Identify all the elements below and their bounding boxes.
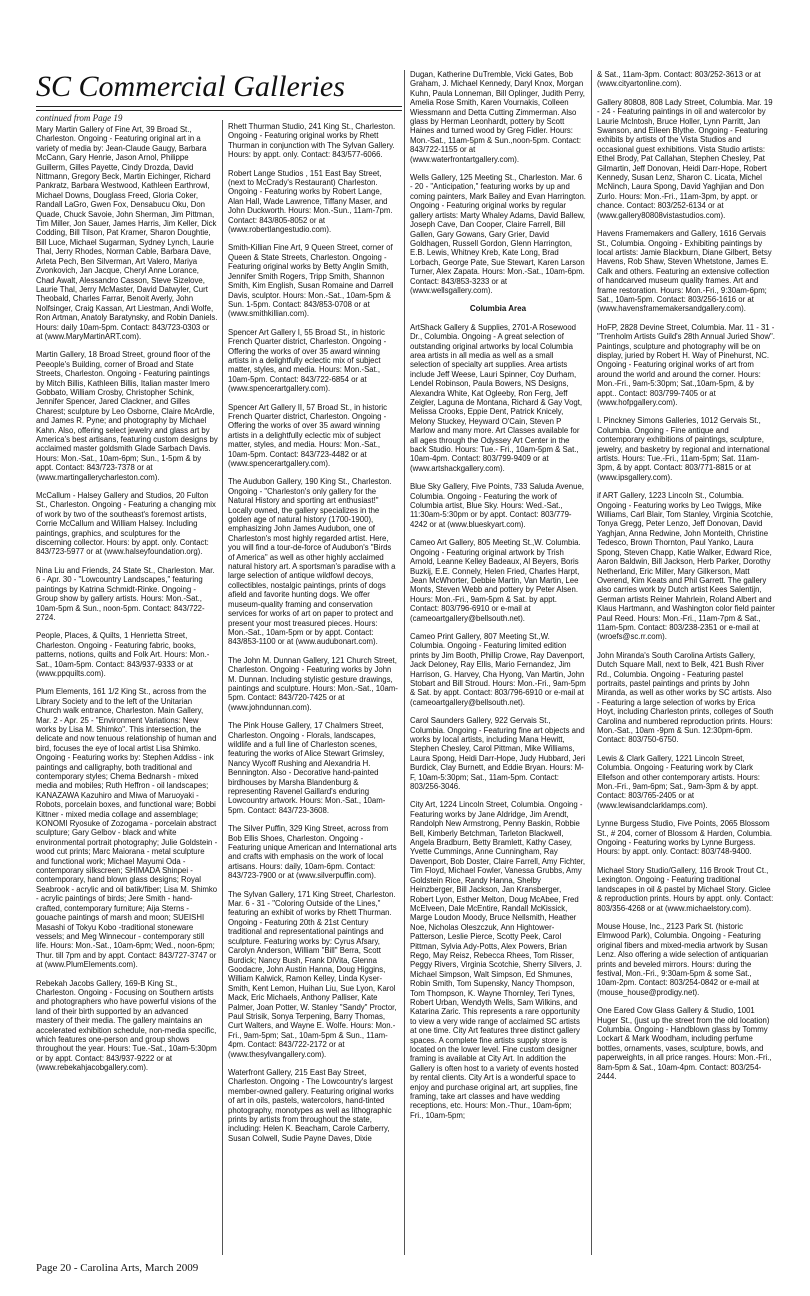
gallery-listing: The Sylvan Gallery, 171 King Street, Charleston. Mar. 6 - 31 - "Coloring Outside of the Lines," featuring an exhibit of works by Rhett Thurman. Ongoing - Featuring 20th & 21st Century traditional and representational paintings and sculpture. Featuring works by: Cyrus Afsary, Carolyn Anderson, William "Bill" Berra, Scott Burdick; Nancy Bush, Frank DiVita, Glenna Goodacre, John Austin Hanna, Doug Higgins, William Kalwick, Ramon Kelley, Linda Kyser-Smith, Kent Lemon, Huihan Liu, Sue Lyon, Karol Mack, Eric Michaels, Anthony Palliser, Kate Palmer, Joan Potter, W. Stanley "Sandy" Proctor, Paul Strisik, Sonya Terpening, Barry Thomas, Curt Walters, and Wayne E. Wolfe. Hours: Mon.-Fri., 9am-5pm; Sat., 10am-5pm & Sun., 11am-4pm. Contact: 843/722-2172 or at (www.thesylvangallery.com). bbox=[228, 889, 397, 1059]
gallery-listing: Cameo Art Gallery, 805 Meeting St.,W. Columbia. Ongoing - Featuring original artwork by Trish Arnold, Leanne Kelley Badeaux, Al Beyers, Boris Buzkij, E.E. Connely, Helen Fried, Charles Harpt, Jean McWhorter, Debbie Martin, Van Martin, Lee Monts, Steven Webb and pottery by Peter Alsen. Hours: Mon.-Fri., 9am-5pm & Sat. by appt. Contact: 803/796-6910 or e-mail at (cameoartgallery@bellsouth.net). bbox=[410, 538, 581, 623]
listing-column-2 bbox=[228, 122, 398, 1255]
gallery-listing: Nina Liu and Friends, 24 State St., Charleston. Mar. 6 - Apr. 30 - "Lowcountry Landscapes," featuring paintings by Katrina Schmidt-Rinke. Ongoing - Group show by gallery artists. Hours: Mon.-Sat., 10am-5pm & Sun., noon-5pm. Contact: 843/722-2724. bbox=[36, 565, 215, 622]
page-footer: Page 20 - Carolina Arts, March 2009 bbox=[36, 1262, 199, 1274]
continued-note: continued from Page 19 bbox=[36, 113, 123, 123]
masthead-rule bbox=[36, 106, 402, 107]
gallery-listing: if ART Gallery, 1223 Lincoln St., Columbia. Ongoing - Featuring works by Leo Twiggs, Mike Williams, Carl Blair, Tom Stanley, Virginia Scotchie, Tonya Gregg, Peter Lenzo, Jeff Donovan, David Yaghjan, Anna Redwine, John Monteith, Christine Tedesco, Brown Thornton, Paul Yanko, Laura Spong, Steven Chapp, Katie Walker, Edward Rice, Aaron Baldwin, Bill Jackson, Herb Parker, Dorothy Netherland, Eric Miller, Mary Gilkerson, Matt Overend, Kim Keats and Phil Garrett. The gallery also carries work by Dutch artist Kees Salentijn, German artists Reiner Mahrlein, Roland Albert and Klaus Hartmann, and Washington color field painter Paul Reed. Hours: Mon.-Fri., 11am-7pm & Sat., 11am-5pm. Contact: 803/238-2351 or e-mail at (wroefs@sc.rr.com). bbox=[597, 491, 775, 642]
gallery-listing: The Pink House Gallery, 17 Chalmers Street, Charleston. Ongoing - Florals, landscapes, wildlife and a full line of Charleston scenes, featuring the works of Alice Stewart Grimsley, Nancy Wycoff Rushing and Alexandria H. Bennington. Also - Decorative hand-painted birdhouses by Marsha Blandenburg & representing Ravenel Gaillard's enduring Lowcountry artwork. Hours: Mon.-Sat., 10am-5pm. Contact: 843/723-3608. bbox=[228, 721, 386, 815]
gallery-listing: The Silver Puffin, 329 King Street, across from Bob Ellis Shoes, Charleston. Ongoing - Featuring unique American and International arts and crafts with emphasis on the work of local artisans. Hours: daily, 10am-6pm. Contact: 843/723-7900 or at (www.silverpuffin.com). bbox=[228, 824, 397, 881]
gallery-listing: HoFP, 2828 Devine Street, Columbia. Mar. 11 - 31 - "Trenholm Artists Guild's 28th Annual Juried Show". Paintings, sculpture and photography will be on display, juried by Robert H. Way of Pinehurst, NC. Ongoing - Featuring original works of art from around the world and around the corner. Hours: Mon.-Fri., 9am-5:30pm; Sat.,10am-5pm, & by appt.. Contact: 803/799-7405 or at (www.hofpgallery.com). bbox=[597, 322, 775, 407]
gallery-listing: Cameo Print Gallery, 807 Meeting St.,W. Columbia. Ongoing - Featuring limited edition prints by Jim Booth, Phillip Crowe, Ray Davenport, Jack Deloney, Ray Ellis, Mario Fernandez, Jim Harrison, G. Harvey, Cha Hyong, Van Martin, John Stobart and Bill Stroud. Hours: Mon.-Fri., 9am-5pm & Sat. by appt. Contact: 803/796-6910 or e-mail at (cameoartgallery@bellsouth.net). bbox=[410, 631, 586, 707]
gallery-listing: Gallery 80808, 808 Lady Street, Columbia. Mar. 19 - 24 - Featuring paintings in oil and watercolor by Laurie McIntosh, Bruce Holler, Lynn Parritt, Jan Swanson, and Eileen Blythe. Ongoing - Featuring exhibits by artists of the Vista Studios and occasional guest exhibitions. Vista Studio artists: Ethel Brody, Pat Callahan, Stephen Chesley, Pat Gilmartin, Jeff Donovan, Heidi Darr-Hope, Robert Kennedy, Susan Lenz, Sharon C. Licata, Michel McNinch, Laura Spong, David Yaghjian and Don Zurlo. Hours: Mon.-Fri., 11am-3pm, by appt. or chance. Contact: 803/252-6134 or at (www.gallery80808vistastudios.com). bbox=[597, 97, 773, 220]
gallery-listing: One Eared Cow Glass Gallery & Studio, 1001 Huger St., (just up the street from the old location) Columbia. Ongoing - Handblown glass by Tommy Lockart & Mark Woodham, including perfume bottles, ornaments, vases, sculpture, bowls, and paperweights, in all price ranges. Hours: Mon.-Fri., 8am-5pm & Sat., 10am-4pm. Contact: 803/254-2444. bbox=[597, 1006, 772, 1081]
gallery-listing: John Miranda's South Carolina Artists Gallery, Dutch Square Mall, next to Belk, 421 Bush River Rd., Columbia. Ongoing - Featuring pastel portraits, pastel paintings and prints by John Miranda, as well as other works by SC artists. Also - Featuring a large selection of works by Erica Hoyt, including Charleston prints, colleges of South Carolina and numbered reproduction prints. Hours: Mon.-Sat., 10am -9pm & Sun. 12:30pm-6pm. Contact: 803/750-6750. bbox=[597, 650, 774, 745]
gallery-listing: Mary Martin Gallery of Fine Art, 39 Broad St., Charleston. Ongoing - Featuring original art in a variety of media by: Jean-Claude Gaugy, Barbara McCann, Gary Henrie, Jason Arnol, Philippe Guillerm, Gilles Payette, Cindy Drozda, David Nittmann, Gregory Beck, Martin Eichinger, Richard Pankratz, Barbara Westwood, Kathleen Earthrowl, Michael Downs, Douglass Freed, Gloria Coker, Randall LaGro, Gwen Fox, Densabucu Oku, Don Quade, Chuck Savoie, John Sherman, Jim Pittman, Tim Miller, Jon Sauer, James Harris, Jim Keller, Dick Codding, Bill Tilson, Pat Kramer, Sharon Doughtie, Bill Luce, Michael Sugarman, Sydney Lynch, Laurie Thal, Jerry Rhodes, Norman Cable, Barbara Dave, Arleta Pech, Ben Silverman, Art Valero, Mariya Zvonkovich, Jan Jacque, Cheryl Anne Lorance, Chad Awalt, Alessandro Casson, Steve Sizelove, Laurie Thal, Jerry McMaster, David Datwyler, Curt Theobald, Charles Farrar, Benoit Averly, John Nolfsinger, Craig Kassan, Art Liestman, Andi Wolfe, Ron Artman, Anatoly Baratynsky, and Robin Daniels. Hours: daily 10am-5pm. Contact: 843/723-0303 or at (www.MaryMartinART.com). bbox=[36, 125, 218, 341]
gallery-listing: ArtShack Gallery & Supplies, 2701-A Rosewood Dr., Columbia. Ongoing - A great selection of outstanding original artworks by local Columbia area artists in all media as well as a small selection of specialty art supplies. Area artists include Jeff Weese, Lauri Spinner, Coy Durham, Lendel Robinson, Paula Bowers, NS Designs, Alexandra White, Kat Ogleeby, Ron Ferg, Jeff Zeigler, Laguna de Montana, Richard & Gay Vogt, Melissa Crooks, Eppie Dent, Patrick Knicely, Melony Stuckey, Heyward O'Cain, Steven P Marlow and many more. Art Classes available for all ages through the Odyssey Art Center in the back Studio. Hours: Tue.- Fri., 10am-5pm & Sat., 10am-4pm. Contact: 803/799-9409 or at (www.artshackgallery.com). bbox=[410, 322, 583, 473]
listing-column-4 bbox=[597, 70, 775, 1255]
section-masthead: SC Commercial Galleries bbox=[36, 70, 345, 103]
column-divider bbox=[591, 70, 592, 1255]
listing-column-1 bbox=[36, 125, 218, 1255]
gallery-listing: Spencer Art Gallery II, 57 Broad St., in historic French Quarter district, Charleston. Ongoing - Offering the works of over 35 award winning artists in a delightfully eclectic mix of subject matter, styles, and media. Hours: Mon.-Sat., 10am-5pm. Contact: 843/723-4482 or at (www.spencerartgallery.com). bbox=[228, 402, 388, 468]
gallery-listing: Martin Gallery, 18 Broad Street, ground floor of the Peeople's Building, corner of Broad and State Streets, Charleston. Ongoing - Featuring paintings by Mitch Billis, Kathleen Billis, Italian master Imero Gobbato, William Crosby, Christopher Schink, Jennifer Spencer, Jared Clackner, and Gilles Charest; sculpture by Leo Osborne, Claire McArdle, and James R. Pyne; and photography by Michael Kahn. Also, offering select jewelry and glass art by America's best artisans, featuring custom designs by acclaimed master goldsmith Glade Sarbach Davis. Hours: Mon.-Sat., 10am-6pm; Sun., 1-5pm & by appt. Contact: 843/723-7378 or at (www.martingallerycharleston.com). bbox=[36, 350, 218, 482]
listing-column-3 bbox=[410, 70, 586, 1255]
gallery-listing: Wells Gallery, 125 Meeting St., Charleston. Mar. 6 - 20 - "Anticipation," featuring works by up and coming painters, Mark Bailey and Evan Harrington. Ongoing - Featuring original works by regular gallery artists: Marty Whaley Adams, David Ballew, Joseph Cave, Dan Cooper, Claire Farrell, Bill Gallen, Gary Gowans, Gary Grier, David Goldhagen, Russell Gordon, Glenn Harrington, E.B. Lewis, Whitney Kreb, Kate Long, Brad Lorbach, George Pate, Sue Stewart, Karen Larson Turner, Alex Zapata. Hours: Mon.-Sat., 10am-6pm. Contact: 843/853-3233 or at (www.wellsgallery.com). bbox=[410, 173, 586, 295]
gallery-listing: & Sat., 11am-3pm. Contact: 803/252-3613 or at (www.cityartonline.com). bbox=[597, 70, 761, 89]
gallery-listing: Carol Saunders Gallery, 922 Gervais St., Columbia. Ongoing - Featuring fine art objects and works by local artists, including Mana Hewitt, Stephen Chesley, Carol Pittman, Mike Williams, Laura Spong, Heidi Darr-Hope, Judy Hubbard, Jeri Burdick, Clay Burnett, and Eddie Bryan. Hours: M-F, 10am-5:30pm; Sat., 11am-5pm. Contact: 803/256-3046. bbox=[410, 716, 586, 792]
gallery-listing: The John M. Dunnan Gallery, 121 Church Street, Charleston. Ongoing - Featuring works by John M. Dunnan. Including stylistic gesture drawings, paintings and sculpture. Hours: Mon.-Sat., 10am-5pm. Contact: 843/720-7425 or at (www.johndunnan.com). bbox=[228, 655, 398, 712]
column-divider bbox=[404, 70, 405, 1255]
gallery-listing: Dugan, Katherine DuTremble, Vicki Gates, Bob Graham, J. Michael Kennedy, Daryl Knox, Morgan Kuhn, Paula Lonneman, Bill Oplinger, Judith Perry, Amelia Rose Smith, Karen Vournakis, Colleen Wiessmann and Detta Cutting Zimmerman. Also glass by Herman Leonhardt, pottery by Scott Haines and turned wood by Greg Fidler. Hours: Mon.-Sat., 11am-5pm & Sun.,noon-5pm. Contact: 843/722-1155 or at (www.waterfrontartgallery.com). bbox=[410, 70, 585, 164]
gallery-listing: Robert Lange Studios , 151 East Bay Street, (next to McCrady's Restaurant) Charleston. Ongoing - Featuring works by Robert Lange, Alan Hall, Wade Lawrence, Tiffany Maser, and John Duckworth. Hours: Mon.-Sun., 11am-7pm. Contact: 843/805-8052 or at (www.robertlangestudio.com). bbox=[228, 168, 393, 235]
gallery-listing: Lewis & Clark Gallery, 1221 Lincoln Street, Columbia. Ongoing - Featuring work by Clark Ellefson and other contemporary artists. Hours: Mon.-Fri., 9am-6pm; Sat., 9am-3pm & by appt. Contact: 803/765-2405 or at (www.lewisandclarklamps.com). bbox=[597, 753, 760, 810]
gallery-listing: Blue Sky Gallery, Five Points, 733 Saluda Avenue, Columbia. Ongoing - Featuring the work of Columbia artist, Blue Sky. Hours: Wed.-Sat., 11:30am-5:30pm or by appt. Contact: 803/779-4242 or at (www.blueskyart.com). bbox=[410, 482, 584, 529]
section-heading-columbia: Columbia Area bbox=[469, 304, 527, 314]
gallery-listing: The Audubon Gallery, 190 King St., Charleston. Ongoing - "Charleston's only gallery for the Natural History and sporting art enthusiast!" Locally owned, the gallery specializes in the golden age of natural history (1700-1900), emphasizing John James Audubon, one of Charleston's most highly regarded artist. Here, you will find a tour-de-force of Audubon's "Birds of America" as well as other highly acclaimed natural history art. A sportsman's paradise with a large selection of antique wildfowl decoys, collectibles, nostalgic paintings, prints of dogs afield and favorite hunting dogs. We offer museum-quality framing and conservation services for works of art on paper to protect and present your most treasured pieces. Hours: Mon.-Sat., 10am-5pm or by appt. Contact: 843/853-1100 or at (www.audubonart.com). bbox=[228, 477, 396, 647]
gallery-listing: Waterfront Gallery, 215 East Bay Street, Charleston. Ongoing - The Lowcountry's largest member-owned gallery. Featuring original works of art in oils, pastels, watercolors, hand-tinted photography, monotypes as well as lithographic prints by artists from throughout the state, including: Helen K. Beacham, Carole Carberry, Susan Colwell, Sudie Payne Daves, Dixie bbox=[228, 1067, 394, 1143]
gallery-listing: I. Pinckney Simons Galleries, 1012 Gervais St., Columbia. Ongoing - Fine antique and contemporary exhibitions of paintings, sculpture, jewelry, and basketry by regional and international artists. Hours: Tue.-Fri., 11am-5pm; Sat. 11am-3pm, & by appt. Contact: 803/771-8815 or at (www.ipsgallery.com). bbox=[597, 416, 770, 482]
gallery-listing: Lynne Burgess Studio, Five Points, 2065 Blossom St., # 204, corner of Blossom & Harden, Columbia. Ongoing - Featuring works by Lynne Burgess. Hours: by appt. only. Contact: 803/748-9400. bbox=[597, 819, 773, 857]
gallery-listing: McCallum - Halsey Gallery and Studios, 20 Fulton St., Charleston. Ongoing - Featuring a changing mix of work by two of the southeast's foremost artists, Corrie McCallum and William Halsey. Including paintings, graphics, and sculptures for the discerning collector. Hours: by appt. only. Contact: 843/723-5977 or at (www.halseyfoundation.org). bbox=[36, 491, 216, 557]
gallery-listing: City Art, 1224 Lincoln Street, Columbia. Ongoing - Featuring works by Jane Aldridge, Jim Arendt, Randolph New Armstrong, Penny Baskin, Robbie Bell, Kimberly Betchman, Tarleton Blackwell, Angela Bradburn, Betty Bramlett, Kathy Casey, Yvette Cummings, Anne Cunningham, Ray Davenport, Bob Doster, Claire Farrell, Amy Fichter, Tim Floyd, Michael Fowler, Vanessa Grubbs, Amy Goldstein Rice, Randy Hanna, Shelby Heinzberger, Bill Jackson, Jan Kransberger, Robert Lyon, Esther Melton, Doug McAbee, Fred McElveen, Dale McEntire, Randall McKissick, Marge Loudon Moody, Bruce Nellsmith, Heather Noe, Nicholas Oleszczuk, Ann Hightower-Patterson, Leslie Pierce, Scotty Peek, Carol Pittman, Sylvia Ady-Potts, Alex Powers, Brian Rego, May Reisz, Rebecca Rhees, Tom Risser, Peggy Rivers, Virginia Scotchie, Sherry Silvers, J. Michael Simpson, Walt Simpson, Ed Shmunes, Robin Smith, Tom Supensky, Nancy Thompson, Tom Thompson, K. Wayne Thornley, Teri Tynes, Robert Urban, Wendyth Wells, Sam Wilkins, and Katarina Zaric. This represents a rare opportunity to view a very wide range of acclaimed SC artists at one time. City Art features three distinct gallery spaces. A complete fine artists supply store is located on the lower level. Fine custom designer framing is available at City Art. In addition the Gallery is often host to a variety of events hosted by rental clients. City Art is a wonderful space to enjoy and purchase original art, art supplies, fine framing, take art classes and have wedding receptions, etc. Hours: Mon.-Thur., 10am-6pm; Fri., 10am-5pm; bbox=[410, 800, 586, 1120]
gallery-listing: Havens Framemakers and Gallery, 1616 Gervais St., Columbia. Ongoing - Exhibiting paintings by local artists: Jamie Blackburn, Diane Gilbert, Betsy Havens, Rob Shaw, Steven Whetstone, James E. Calk and others. Featuring an extensive collection of handcarved museum quality frames. Art and frame restoration. Hours: Mon.-Fri., 9:30am-6pm; Sat., 10am-5pm. Contact: 803/256-1616 or at (www.havensframemakersandgallery.com). bbox=[597, 229, 772, 314]
masthead-rule-thin bbox=[36, 110, 402, 111]
gallery-listing: Michael Story Studio/Gallery, 116 Brook Trout Ct., Lexington. Ongoing - Featuring traditional landscapes in oil & pastel by Michael Story. Giclee & reproduction prints. Hours by appt. only. Contact: 803/356-4268 or at (www.michaelstory.com). bbox=[597, 865, 774, 913]
gallery-listing: Smith-Killian Fine Art, 9 Queen Street, corner of Queen & State Streets, Charleston. Ongoing - Featuring original works by Betty Anglin Smith, Jennifer Smith Rogers, Tripp Smith, Shannon Smith, Kim English, Susan Romaine and Darrell Davis, sculptor. Hours: Mon.-Sat., 10am-5pm & Sun. 1-5pm. Contact: 843/853-0708 or at (www.smithkillian.com). bbox=[228, 243, 394, 319]
gallery-listing: Rebekah Jacobs Gallery, 169-B King St., Charleston. Ongoing - Focusing on Southern artists and photographers who have powerful visions of the land of their birth supported by an advanced mastery of their media. The gallery maintains an accelerated exhibition schedule, non-media specific, which features one-person and group shows throughout the year. Hours: Tue.-Sat., 10am-5:30pm or by appt. Contact: 843/937-9222 or at (www.rebekahjacobgallery.com). bbox=[36, 978, 217, 1073]
gallery-listing: Spencer Art Gallery I, 55 Broad St., in historic French Quarter district, Charleston. Ongoing - Offering the works of over 35 award winning artists in a delightfully eclectic mix of subject matter, styles, and media. Hours: Mon.-Sat., 10am-5pm. Contact: 843/722-6854 or at (www.spencerartgallery.com). bbox=[228, 327, 387, 394]
column-divider bbox=[222, 120, 223, 1255]
gallery-listing: Rhett Thurman Studio, 241 King St., Charleston. Ongoing - Featuring original works by Rhett Thurman in conjunction with The Sylvan Gallery. Hours: by appt. only. Contact: 843/577-6066. bbox=[228, 122, 396, 160]
gallery-listing: Mouse House, Inc., 2123 Park St. (historic Elmwood Park), Columbia. Ongoing - Featuring original fibers and mixed-media artwork by Susan Lenz. Also offering a wide selection of antiquarian prints and beveled mirrors. Hours: during the festival, Mon.-Fri., 9:30am-5pm & some Sat., 10am-2pm. Contact: 803/254-0842 or e-mail at (mouse_house@prodigy.net). bbox=[597, 921, 769, 997]
gallery-listing: People, Places, & Quilts, 1 Henrietta Street, Charleston. Ongoing - Featuring fabric, books, patterns, notions, quilts and Folk Art. Hours: Mon.-Sat., 10am-5pm. Contact: 843/937-9333 or at (www.ppquilts.com). bbox=[36, 631, 210, 678]
gallery-listing: Plum Elements, 161 1/2 King St., across from the Library Society and to the left of the Unitarian Church walk entrance, Charleston. Main Gallery, Mar. 2 - Apr. 25 - "Environment Variations: New works by Lisa M. Shimko". This intersection, the delicate and now tenuous relationship of human and bird, focuses the eye of local artist Lisa Shimko. Ongoing - Featuring works by: Stephen Addiss - ink paintings and calligraphy, both traditional and contemporary styles; Chema Bednarsh - mixed media and mobiles; Ruth Heffron - oil landscapes; KANAZAWA Kazuhiro and Miwa of Maruoyaki - Robots, porcelain boxes, and functional ware; Bobbi Kittner - mixed media collage and assemblage; KONOMI Ryosuke of Zozogama - porcelain abstract sculpture; Gary Gelbov - black and white environmental portrait photography; Julie Goldstein - wood cut prints; Marc Maiorana - metal sculpture and functional work; Michael Mayumi Oda - contemporary silkscreen; SHIMADA Shinpei - contemporary, hand blown glass designs; Royal Seabrook - acrylic and oil batik/fiber; Lisa M. Shimko - acrylic paintings of birds; Jere Smith - hand-crafted, contemporary furniture; Aija Sterns - gouache paintings of marsh and moon; SUEISHI Masashi of Tokyu Kobo -traditional stoneware vessels; and Meg Winnecour - contemporary still life. Hours: Mon.-Sat., 10am-6pm; Wed., noon-6pm; Thur. till 7pm and by appt. Contact: 843/727-3747 or at (www.PlumElements.com). bbox=[36, 687, 218, 970]
